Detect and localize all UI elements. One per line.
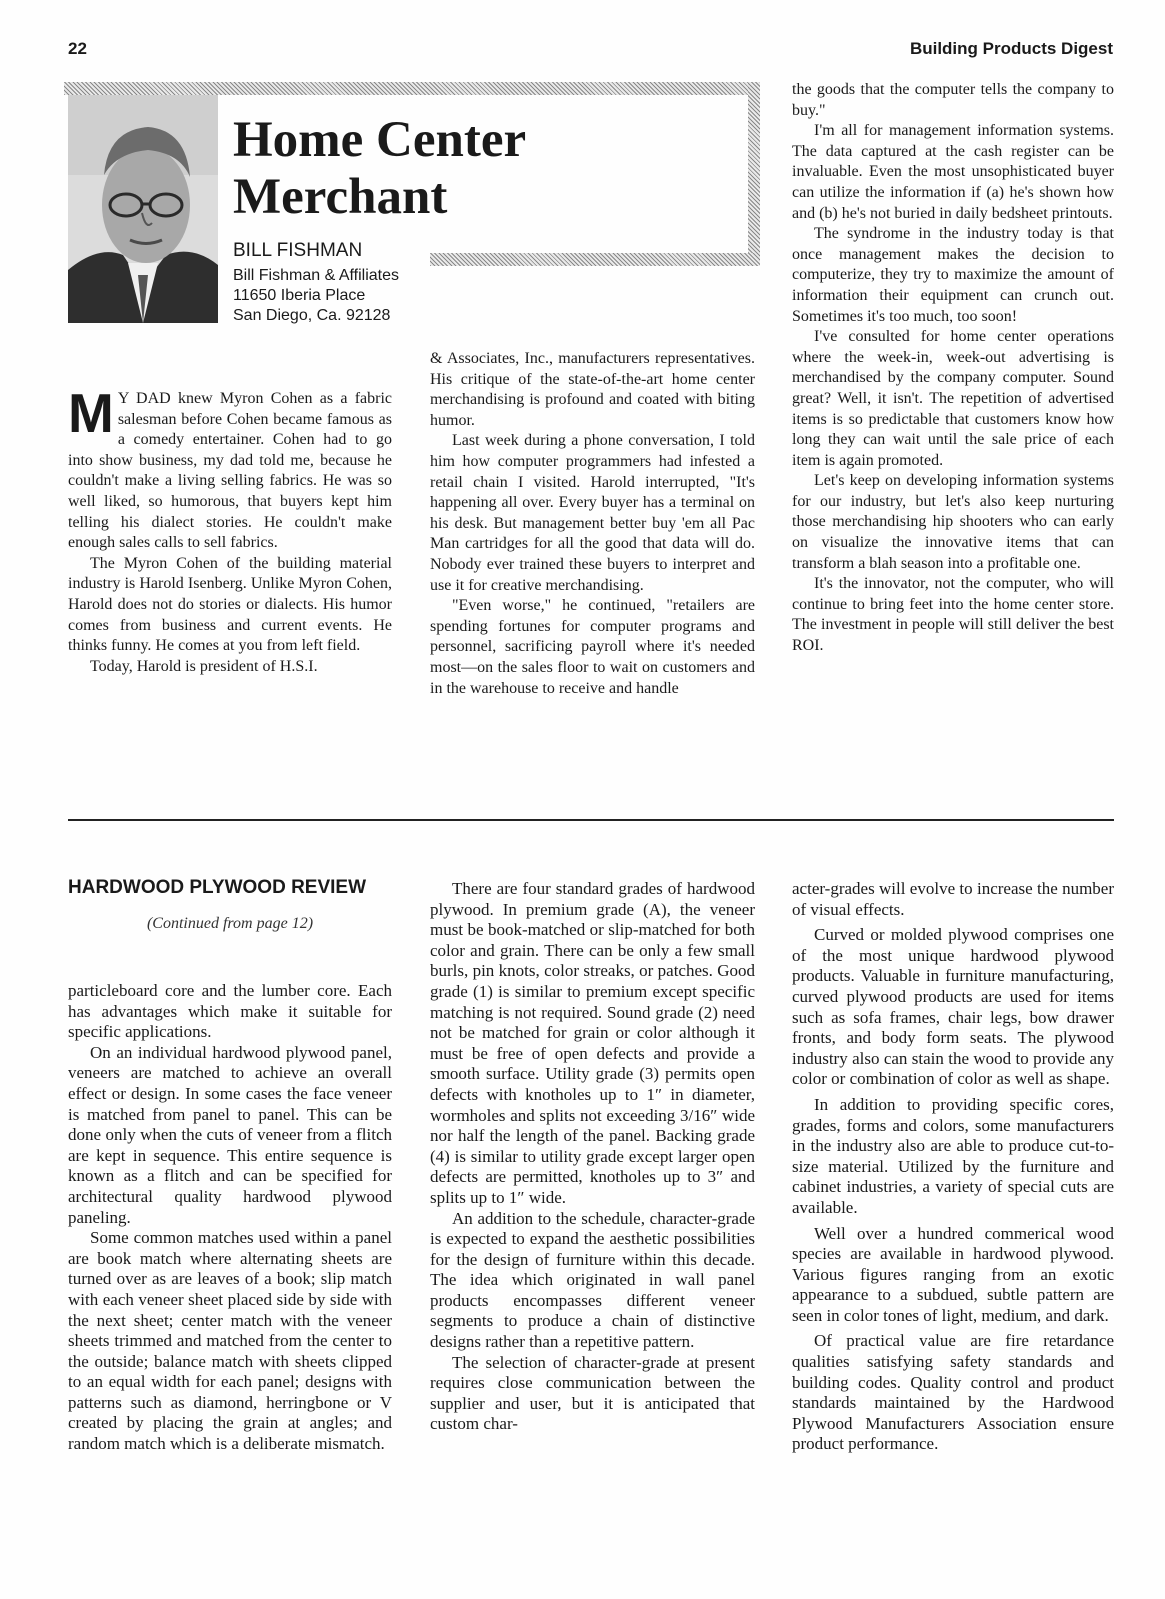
article-paragraph: & Associates, Inc., manufacturers representatives. His critique of the state-of-the-art home center merchandising is profound and coated with biting humor. [430, 350, 755, 429]
continued-note: (Continued from page 12) [146, 915, 314, 932]
review-paragraph: acter-grades will evolve to increase the number of visual effects. [792, 879, 1114, 919]
review-paragraph: On an individual hardwood plywood panel, veneers are matched to achieve an overall effect or design. In some cases the face veneer is matched from panel to panel. This can be done only when the cuts of veneer from a flitch are kept in sequence. This entire sequence is known as a flitch and can be specified for architectural quality hardwood plywood paneling. [68, 1042, 392, 1227]
review-paragraph: Curved or molded plywood comprises one of the most unique hardwood plywood products. Valuable in furniture manufacturing, curved plywood products are used for items such as sofa frames, chair legs, bow drawer fronts, and body form seats. The plywood industry also can stain the wood to provide any color or combination of color as well as shape. [792, 925, 1114, 1089]
author-city: San Diego, Ca. 92128 [233, 307, 391, 324]
review-heading: HARDWOOD PLYWOOD REVIEW [68, 877, 367, 898]
box-border-top [64, 82, 760, 95]
review-paragraph: Well over a hundred commerical wood species are available in hardwood plywood. Various figures ranging from an exotic appearance to a subdued, subtle pattern are seen in color tones of light, medium, and dark. [792, 1223, 1114, 1325]
article-column-3 [792, 80, 1114, 657]
article-paragraph: Let's keep on developing information systems for our industry, but let's also keep nurturing those merchandising hip shooters who can early on visualize the innovative items that can transform a blah season into a profitable one. [792, 472, 1114, 572]
article-paragraph: I'm all for management information systems. The data captured at the cash register can be invaluable. Even the most unsophisticated buyer can utilize the information if (a) he's shown how and (b) he's not buried in daily bedsheet printouts. [792, 122, 1114, 222]
box-border-bottom [430, 253, 760, 266]
publication-name: Building Products Digest [909, 39, 1113, 58]
review-paragraph: An addition to the schedule, character-grade is expected to expand the aesthetic possibilities for the design of furniture within this decade. The idea which originated in wall panel products encompasses different veneer segments to produce a chain of distinctive designs rather than a repetitive pattern. [430, 1208, 755, 1352]
article-paragraph: Today, Harold is president of H.S.I. [90, 657, 318, 675]
article-paragraph: The Myron Cohen of the building material industry is Harold Isenberg. Unlike Myron Cohen, Harold does not do stories or dialects. His humor comes from business and current events. He thinks funny. He comes at you from left field. [68, 554, 392, 655]
review-column-1 [68, 981, 392, 1455]
review-column-2 [430, 879, 755, 1435]
page-number: 22 [68, 39, 87, 58]
column-title-line2: Merchant [233, 169, 448, 225]
column-title [233, 112, 526, 226]
column-title-line1: Home Center [233, 112, 527, 168]
author-street: 11650 Iberia Place [233, 287, 366, 304]
article-paragraph: The syndrome in the industry today is that once management makes the decision to computerize, they try to maximize the amount of information their equipment can crunch out. Sometimes it's too much, too soon! [792, 225, 1114, 325]
review-paragraph: Some common matches used within a panel are book match where alternating sheets are turned over as are leaves of a book; slip match with each veneer sheet placed side by side with the next sheet; center match with the veneer sheets trimmed and matched from the center to the outside; balance match with sheets clipped to an equal width for each panel; designs with patterns such as diamond, herringbone or V created by placing the grain at angles; and random match which is a deliberate mismatch. [68, 1228, 392, 1454]
article-column-2 [430, 349, 755, 699]
author-byline: BILL FISHMAN [233, 240, 363, 261]
author-address [233, 266, 399, 326]
article-paragraph: "Even worse," he continued, "retailers are spending fortunes for computer programs and personnel, sacrificing payroll where it's needed most—on the sales floor to wait on customers and in the warehouse to receive and handle [430, 597, 755, 697]
article-paragraph: I've consulted for home center operations where the week-in, week-out advertising is merchandised by the company computer. Sound great? Well, it isn't. The repetition of advertised items is so predictable that customers know how long they can wait until the sale price of each item is again promoted. [792, 328, 1114, 469]
review-paragraph: particleboard core and the lumber core. Each has advantages which make it suitable for specific applications. [68, 981, 392, 1042]
article-paragraph: M Y DAD knew Myron Cohen as a fabric salesman before Cohen became famous as a comedy entertainer. Cohen had to go into show business, my dad told me, because he couldn't make a living selling fabrics. He was so well liked, so humorous, that buyers kept him telling his dialect stories. He couldn't make enough sales calls to sell fabrics. [68, 382, 392, 552]
article-paragraph: the goods that the computer tells the company to buy." [792, 81, 1114, 119]
review-column-3 [792, 879, 1114, 1460]
review-paragraph: In addition to providing specific cores, grades, forms and colors, some manufacturers in the industry also are able to produce cut-to-size material. Utilized by the furniture and cabinet industries, a variety of special cuts are available. [792, 1094, 1114, 1217]
review-paragraph: The selection of character-grade at present requires close communication between the supplier and user, but it is anticipated that custom char- [430, 1352, 755, 1434]
author-portrait [68, 95, 218, 323]
box-border-right [748, 82, 760, 266]
article-paragraph: Last week during a phone conversation, I told him how computer programmers had infested a retail chain I visited. Harold interrupted, "It's happening all over. Every buyer has a terminal on his desk. But management better buy 'em all Pac Man cartridges for all the good that data will do. Nobody ever trained these buyers to interpret and use it for creative merchandising. [430, 432, 755, 594]
review-paragraph: Of practical value are fire retardance qualities satisfying safety standards and building codes. Quality control and product standards maintained by the Hardwood Plywood Manufacturers Association ensure product performance. [792, 1331, 1114, 1454]
section-divider [68, 819, 1114, 821]
article-column-1 [68, 382, 392, 677]
drop-cap: M [68, 382, 114, 444]
review-paragraph: There are four standard grades of hardwood plywood. In premium grade (A), the veneer must be book-matched or slip-matched for both color and grain. There can be only a few small burls, pin knots, color streaks, or patches. Good grade (1) is similar to premium except specific matching is not required. Sound grade (2) need not be matched for grain or color although it must be free of open defects and provide a smooth surface. Utility grade (3) permits open defects with knotholes up to 1″ in diameter, wormholes and splits not exceeding 3/16″ wide nor half the length of the panel. Backing grade (4) is similar to utility grade except larger open defects are permitted, knotholes up to 3″ and splits up to 1″ wide. [430, 879, 755, 1207]
article-paragraph: It's the innovator, not the computer, who will continue to bring feet into the home center store. The investment in people will still deliver the best ROI. [792, 575, 1114, 655]
author-affiliation: Bill Fishman & Affiliates [233, 267, 399, 284]
